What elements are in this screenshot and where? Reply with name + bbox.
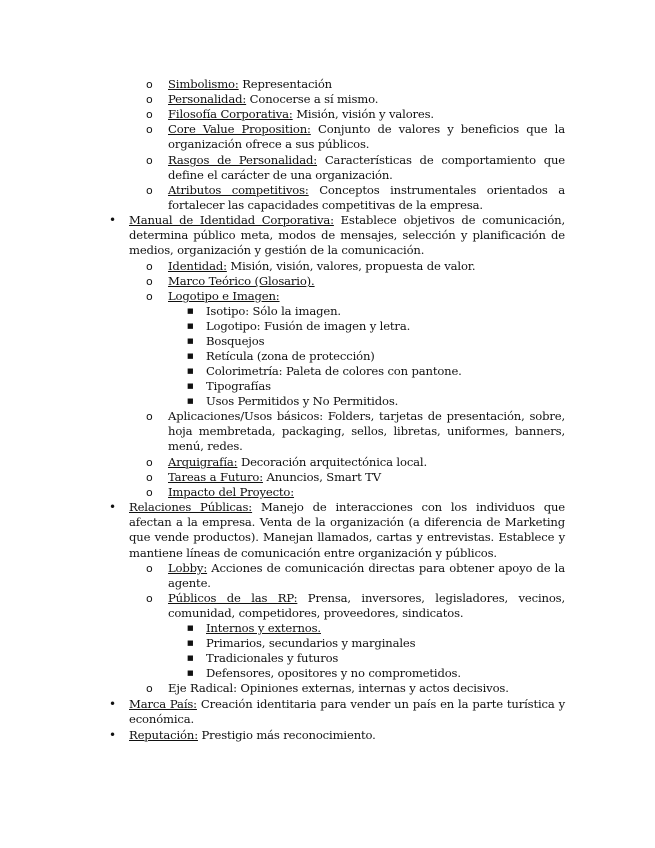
item-text: Aplicaciones/Usos básicos: Folders, tarjetas de presentación, sobre, hoja membretada, packaging, sellos, libretas, uniformes, banners, menú, redes.	[168, 409, 565, 454]
list-item	[146, 470, 565, 485]
list-item	[109, 500, 565, 561]
list-item	[146, 485, 565, 500]
square-bullet-icon: ■	[187, 367, 194, 375]
item-text: Tradicionales y futuros	[206, 651, 339, 665]
item-term: Lobby:	[168, 561, 208, 575]
list-item	[146, 409, 565, 455]
square-bullet-icon: ■	[187, 322, 194, 330]
list-item	[187, 379, 565, 394]
circle-bullet-icon: o	[146, 471, 153, 484]
item-text: Bosquejos	[206, 334, 265, 348]
circle-bullet-icon: o	[146, 108, 153, 121]
list-item	[187, 394, 565, 409]
item-text: Conocerse a sí mismo.	[246, 92, 379, 106]
circle-bullet-icon: o	[146, 456, 153, 469]
circle-bullet-icon: o	[146, 93, 153, 106]
item-term: Tareas a Futuro:	[168, 470, 263, 484]
list-item	[146, 122, 565, 152]
item-term: Rasgos de Personalidad:	[168, 153, 318, 167]
item-term: Relaciones Públicas:	[129, 500, 253, 514]
list-item	[146, 681, 565, 696]
list-item	[187, 651, 565, 666]
item-text: Características de comportamiento que define el carácter de una organización.	[168, 153, 566, 183]
circle-bullet-icon: o	[146, 260, 153, 273]
item-term: Marca País:	[129, 697, 197, 711]
item-term: Manual de Identidad Corporativa:	[129, 213, 334, 227]
list-item	[146, 259, 565, 274]
item-text: Representación	[238, 77, 333, 91]
item-text: Tipografías	[206, 379, 271, 393]
list-item	[146, 153, 566, 183]
item-text: Conjunto de valores y beneficios que la organización ofrece a sus públicos.	[168, 122, 565, 152]
item-term: Marco Teórico (Glosario).	[168, 274, 315, 288]
circle-bullet-icon: o	[146, 592, 153, 605]
bullet-icon: •	[109, 213, 116, 227]
item-text: Prensa, inversores, legisladores, vecinos, comunidad, competidores, proveedores, sindicatos.	[168, 591, 565, 621]
item-text: Decoración arquitectónica local.	[237, 455, 428, 469]
circle-bullet-icon: o	[146, 486, 153, 499]
item-term: Atributos competitivos:	[168, 183, 309, 197]
circle-bullet-icon: o	[146, 410, 153, 423]
item-text: Colorimetría: Paleta de colores con pantone.	[206, 364, 462, 378]
item-term: Logotipo e Imagen:	[168, 289, 280, 303]
item-text: Creación identitaria para vender un país en la parte turística y económica.	[129, 697, 565, 727]
item-text: Retícula (zona de protección)	[206, 349, 375, 363]
item-text: Manejo de interacciones con los individuos que afectan a la empresa. Venta de la organización (a diferencia de Marketing que vende productos). Manejan llamados, cartas y entrevistas. Establece y mantiene líneas de comunicación entre organización y públicos.	[129, 500, 565, 560]
square-bullet-icon: ■	[187, 639, 194, 647]
list-item	[146, 183, 565, 213]
item-text: Anuncios, Smart TV	[262, 470, 381, 484]
square-bullet-icon: ■	[187, 669, 194, 677]
item-text: Prestigio más reconocimiento.	[197, 728, 376, 742]
circle-bullet-icon: o	[146, 682, 153, 695]
list-item	[146, 561, 565, 591]
list-item	[187, 319, 565, 334]
list-item	[146, 107, 565, 122]
circle-bullet-icon: o	[146, 78, 153, 91]
item-text: Conceptos instrumentales orientados a fortalecer las capacidades competitivas de la empresa.	[168, 183, 565, 213]
item-text: Logotipo: Fusión de imagen y letra.	[206, 319, 411, 333]
item-term: Core Value Proposition:	[168, 122, 311, 136]
item-term: Personalidad:	[168, 92, 247, 106]
item-term: Reputación:	[129, 728, 198, 742]
square-bullet-icon: ■	[187, 397, 194, 405]
item-text: Misión, visión y valores.	[292, 107, 434, 121]
circle-bullet-icon: o	[146, 154, 153, 167]
item-term: Filosofía Corporativa:	[168, 107, 293, 121]
list-item	[187, 636, 565, 651]
square-bullet-icon: ■	[187, 337, 194, 345]
item-text: Eje Radical: Opiniones externas, internas y actos decisivos.	[168, 681, 509, 695]
square-bullet-icon: ■	[187, 624, 194, 632]
item-term: Públicos de las RP:	[168, 591, 298, 605]
list-item	[109, 213, 566, 259]
list-item	[109, 697, 565, 727]
list-item	[146, 274, 565, 289]
item-term: Arquigrafía:	[168, 455, 238, 469]
item-term: Simbolismo:	[168, 77, 239, 91]
list-item	[187, 364, 565, 379]
square-bullet-icon: ■	[187, 307, 194, 315]
list-item	[146, 591, 565, 621]
list-item	[109, 728, 565, 743]
item-term: Impacto del Proyecto:	[168, 485, 295, 499]
list-item	[146, 92, 565, 107]
circle-bullet-icon: o	[146, 275, 153, 288]
list-item	[187, 334, 565, 349]
list-item	[187, 621, 565, 636]
item-term: Identidad:	[168, 259, 227, 273]
square-bullet-icon: ■	[187, 352, 194, 360]
bullet-icon: •	[109, 728, 116, 742]
item-text: Establece objetivos de comunicación, determina público meta, modos de mensajes, selección y planificación de medios, organización y gestión de la comunicación.	[129, 213, 566, 258]
item-text: Usos Permitidos y No Permitidos.	[206, 394, 399, 408]
list-item	[187, 304, 565, 319]
list-item	[146, 289, 565, 304]
circle-bullet-icon: o	[146, 123, 153, 136]
item-text: Acciones de comunicación directas para obtener apoyo de la agente.	[168, 561, 565, 591]
bullet-icon: •	[109, 500, 116, 514]
list-item	[146, 77, 565, 92]
list-item	[146, 455, 565, 470]
bullet-icon: •	[109, 697, 116, 711]
list-item	[187, 666, 565, 681]
circle-bullet-icon: o	[146, 562, 153, 575]
circle-bullet-icon: o	[146, 184, 153, 197]
item-text: Primarios, secundarios y marginales	[206, 636, 416, 650]
square-bullet-icon: ■	[187, 382, 194, 390]
item-text: Isotipo: Sólo la imagen.	[206, 304, 341, 318]
item-text: Misión, visión, valores, propuesta de valor.	[226, 259, 476, 273]
circle-bullet-icon: o	[146, 290, 153, 303]
item-term: Internos y externos.	[206, 621, 321, 635]
square-bullet-icon: ■	[187, 654, 194, 662]
item-text: Defensores, opositores y no comprometidos.	[206, 666, 461, 680]
list-item	[187, 349, 565, 364]
